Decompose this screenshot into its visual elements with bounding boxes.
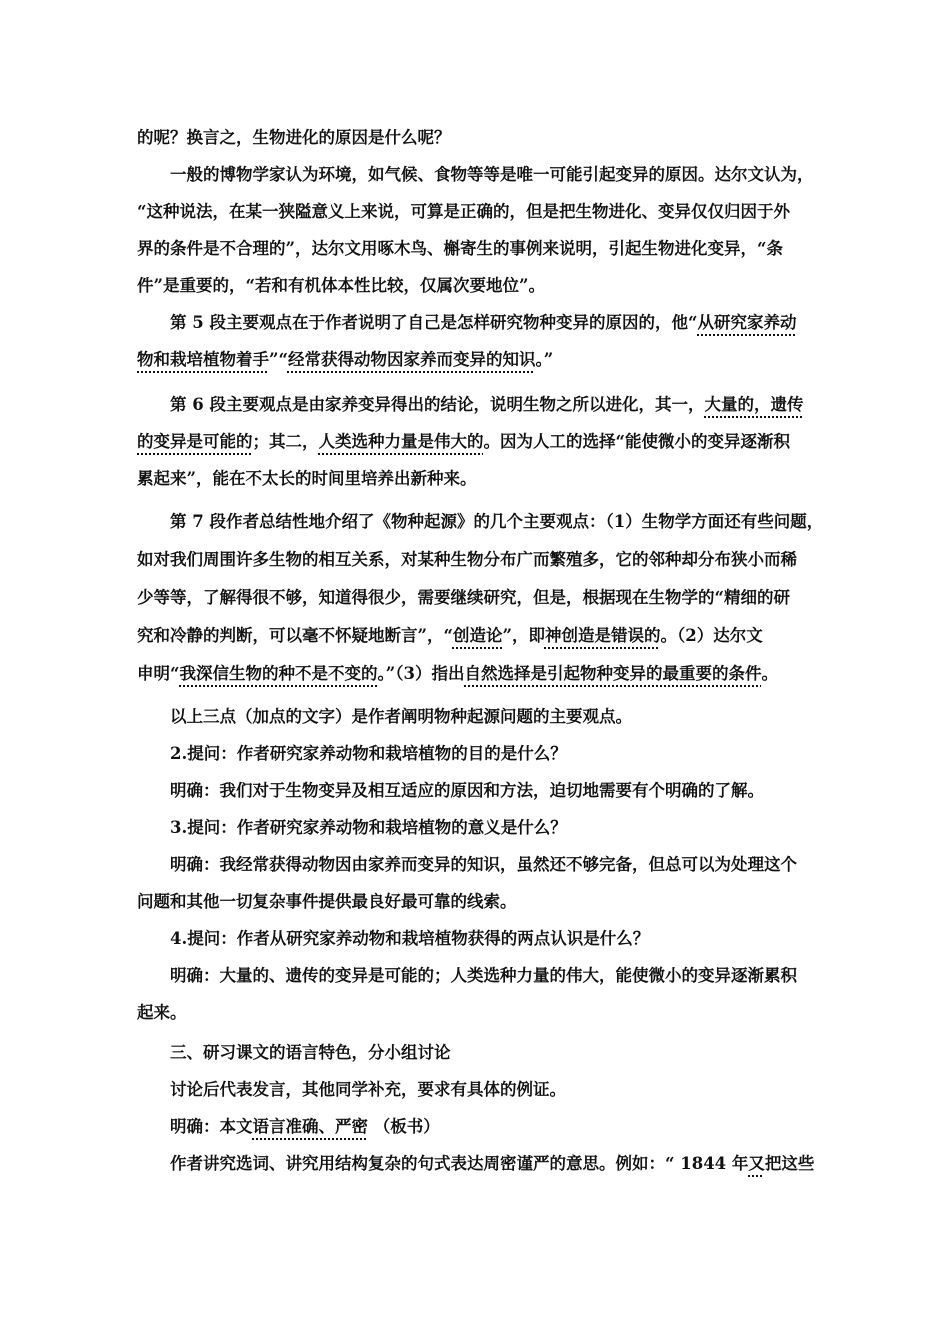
answer-line: 起来。 — [137, 1003, 187, 1022]
emphasis-dots: 经常获得动物因家养而变异的知识 — [287, 350, 536, 369]
paragraph-line: 如对我们周围许多生物的相互关系，对某种生物分布广而繁殖多，它的邻种却分布狭小而稀 — [137, 550, 797, 569]
emphasis-dots: 神创造是错误的 — [544, 626, 661, 645]
paragraph-line: 累起来”，能在不太长的时间里培养出新种来。 — [137, 469, 477, 488]
emphasis-dots: 人类选种力量是伟大的 — [318, 432, 484, 451]
paragraph-line: “这种说法，在某一狭隘意义上来说，可算是正确的，但是把生物进化、变异仅仅归因于外 — [137, 202, 790, 221]
answer-line: 明确：我们对于生物变异及相互适应的原因和方法，迫切地需要有个明确的了解。 — [170, 781, 764, 800]
paragraph-line: 以上三点（加点的文字）是作者阐明物种起源问题的主要观点。 — [170, 707, 632, 726]
paragraph-line: 第 6 段主要观点是由家养变异得出的结论，说明生物之所以进化，其一，大量的，遗传 — [170, 395, 804, 414]
emphasis-dots: 物和栽培植物着手 — [137, 350, 269, 369]
answer-line: 明确：我经常获得动物因由家养而变异的知识，虽然还不够完备，但总可以为处理这个 — [170, 855, 797, 874]
paragraph-line: 第 7 段作者总结性地介绍了《物种起源》的几个主要观点：（1）生物学方面还有些问题， — [170, 512, 824, 531]
paragraph-line: 申明“我深信生物的种不是不变的。”（3）指出自然选择是引起物种变异的最重要的条件。 — [137, 664, 778, 683]
paragraph-line: 物和栽培植物着手”“经常获得动物因家养而变异的知识。” — [137, 350, 554, 369]
question-line: 4.提问：作者从研究家养动物和栽培植物获得的两点认识是什么？ — [170, 929, 650, 948]
emphasis-dots: 从研究家养动 — [697, 313, 797, 332]
paragraph-line: 明确：本文语言准确、严密 （板书） — [170, 1117, 440, 1136]
section-heading: 三、研习课文的语言特色，分小组讨论 — [170, 1043, 451, 1062]
emphasis-dots: 我深信生物的种不是不变的 — [179, 664, 378, 683]
paragraph-line: 究和冷静的判断，可以毫不怀疑地断言”，“创造论”，即神创造是错误的。（2）达尔文 — [137, 626, 763, 645]
paragraph-line: 界的条件是不合理的”，达尔文用啄木鸟、槲寄生的事例来说明，引起生物进化变异，“条 — [137, 239, 783, 258]
emphasis-dots: 自然选择是引起物种变异的最重要的条件 — [464, 664, 762, 683]
question-line: 2.提问：作者研究家养动物和栽培植物的目的是什么？ — [170, 744, 567, 763]
paragraph-line: 的变异是可能的；其二，人类选种力量是伟大的。因为人工的选择“能使微小的变异逐渐积 — [137, 432, 790, 451]
emphasis-dots: 的变异是可能的 — [137, 432, 253, 451]
emphasis-dots: 又 — [748, 1154, 765, 1173]
paragraph-line: 讨论后代表发言，其他同学补充，要求有具体的例证。 — [170, 1080, 566, 1099]
emphasis-dots: 语言准确、严密 — [252, 1117, 368, 1136]
answer-line: 明确：大量的、遗传的变异是可能的；人类选种力量的伟大，能使微小的变异逐渐累积 — [170, 966, 797, 985]
paragraph-line: 第 5 段主要观点在于作者说明了自己是怎样研究物种变异的原因的，他“从研究家养动 — [170, 313, 797, 332]
emphasis-dots: 大量的，遗传 — [704, 395, 804, 414]
answer-line: 问题和其他一切复杂事件提供最良好最可靠的线索。 — [137, 892, 517, 911]
paragraph-line: 少等等，了解得很不够，知道得很少，需要继续研究，但是，根据现在生物学的“精细的研 — [137, 588, 790, 607]
paragraph-line: 件”是重要的，“若和有机体本性比较，仅属次要地位”。 — [137, 276, 545, 295]
paragraph-line: 的呢？换言之，生物进化的原因是什么呢？ — [137, 128, 451, 147]
paragraph-line: 作者讲究选词、讲究用结构复杂的句式表达周密谨严的意思。例如：“ 1844 年又把这些 — [170, 1154, 815, 1173]
question-line: 3.提问：作者研究家养动物和栽培植物的意义是什么？ — [170, 818, 567, 837]
paragraph-line: 一般的博物学家认为环境，如气候、食物等等是唯一可能引起变异的原因。达尔文认为， — [170, 165, 814, 184]
emphasis-dots: 创造论 — [452, 626, 503, 645]
